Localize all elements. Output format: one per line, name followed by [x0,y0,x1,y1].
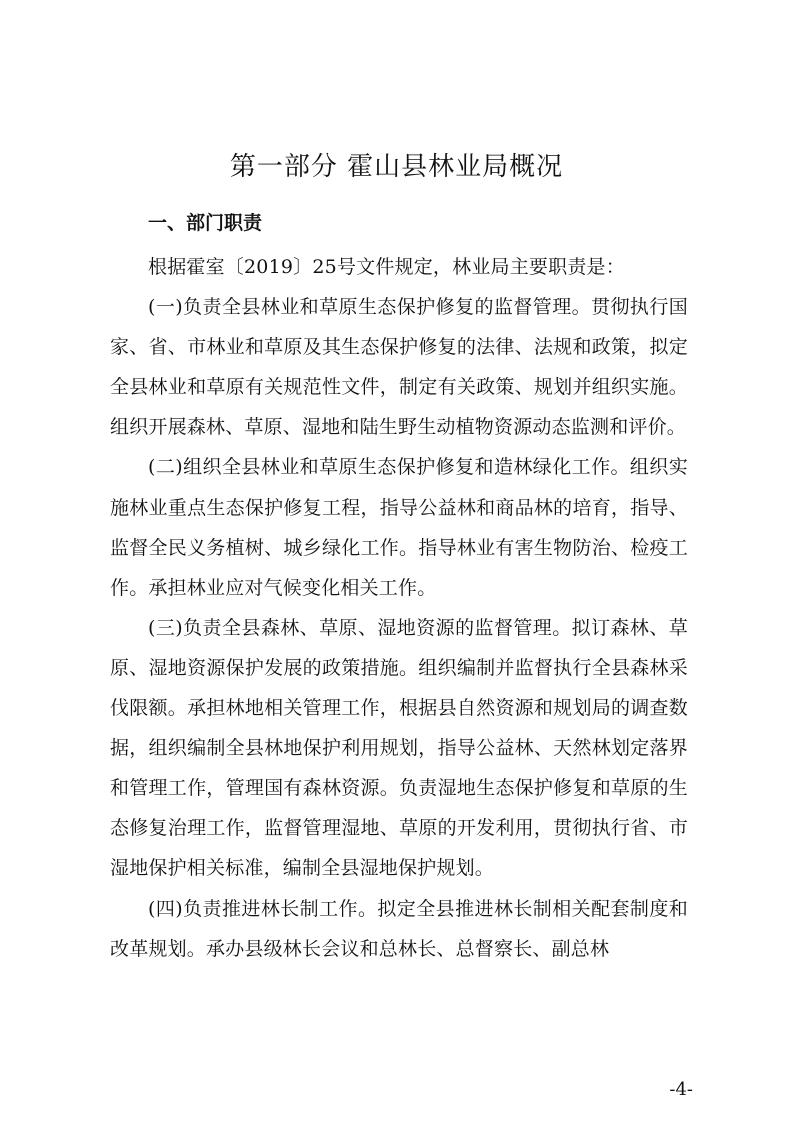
paragraph-intro: 根据霍室〔2019〕25号文件规定，林业局主要职责是： [148,256,625,278]
page-number: -4- [669,1079,693,1100]
paragraph-item-2: (二)组织全县林业和草原生态保护修复和造林绿化工作。组织实施林业重点生态保护修复工程，指导公益林和商品林的培育，指导、监督全民义务植树、城乡绿化工作。指导林业有害生物防治、检疫工作。承担林业应对气候变化相关工作。 [110,456,688,599]
body-text [110,247,688,969]
paragraph-item-3: (三)负责全县森林、草原、湿地资源的监督管理。拟订森林、草原、湿地资源保护发展的政策措施。组织编制并监督执行全县森林采伐限额。承担林地相关管理工作，根据县自然资源和规划局的调查数据，组织编制全县林地保护利用规划，指导公益林、天然林划定落界和管理工作，管理国有森林资源。负责湿地生态保护修复和草原的生态修复治理工作，监督管理湿地、草原的开发利用，贯彻执行省、市湿地保护相关标准，编制全县湿地保护规划。 [110,616,688,880]
page-title: 第一部分 霍山县林业局概况 [229,152,564,182]
section-heading: 一、部门职责 [148,212,263,234]
paragraph-item-1: (一)负责全县林业和草原生态保护修复的监督管理。贯彻执行国家、省、市林业和草原及其生态保护修复的法律、法规和政策，拟定全县林业和草原有关规范性文件，制定有关政策、规划并组织实施。组织开展森林、草原、湿地和陆生野生动植物资源动态监测和评价。 [110,296,688,439]
paragraph-item-4: (四)负责推进林长制工作。拟定全县推进林长制相关配套制度和改革规划。承办县级林长会议和总林长、总督察长、副总林 [110,897,688,960]
